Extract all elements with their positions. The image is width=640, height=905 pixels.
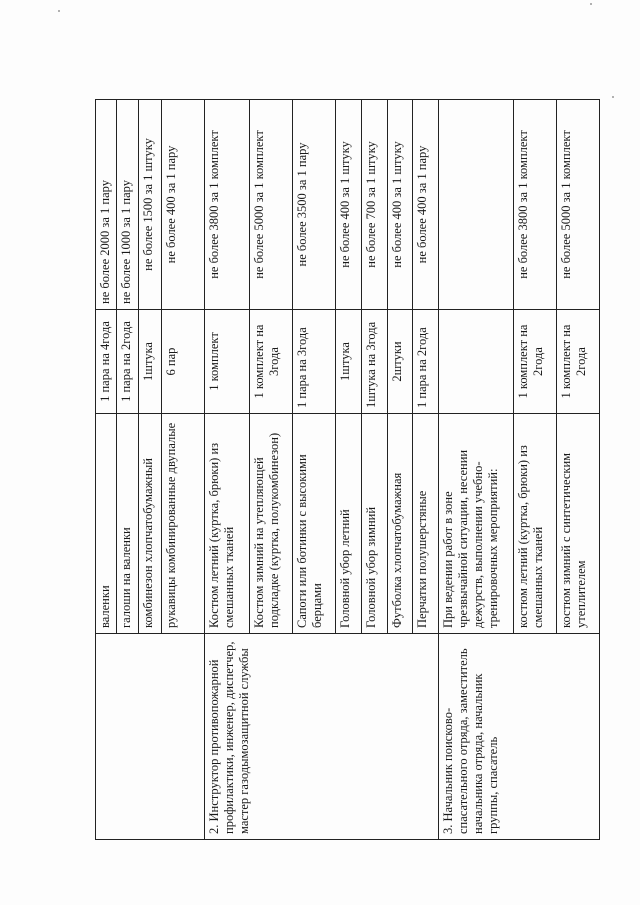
table-cell-qty: 1штука xyxy=(336,310,362,414)
table-cell-qty: 1 пара на 3года xyxy=(293,310,336,414)
table-cell-qty: 1 пара на 4года xyxy=(96,310,117,414)
table-cell-qty: 1штука на 3года xyxy=(361,310,387,414)
table-cell-position: 2. Инструктор противопожарной профилактики, инженер, диспетчер, мастер газодымозащитной службы xyxy=(205,634,439,840)
table-cell-qty: 1штука xyxy=(138,310,162,414)
scan-speck xyxy=(58,10,60,12)
table-cell-price: не более 700 за 1 штуку xyxy=(361,100,387,310)
table-row xyxy=(96,100,117,840)
table-cell-price: не более 5000 за 1 комплект xyxy=(250,100,293,310)
table-cell-qty: 1 пара на 2года xyxy=(117,310,138,414)
table-cell-item: Футболка хлопчатобумажная xyxy=(387,414,413,634)
table-cell-qty: 1 комплект xyxy=(205,310,250,414)
table-cell-price: не более 3800 за 1 комплект xyxy=(205,100,250,310)
table-cell-item: Костюм зимний на утепляющей подкладке (куртка, полукомбинезон) xyxy=(250,414,293,634)
table-cell-price: не более 400 за 1 штуку xyxy=(387,100,413,310)
table-cell-item: Костюм летний (куртка, брюки) из смешанных тканей xyxy=(205,414,250,634)
table-cell-position: 3. Начальник поисково-спасательного отряда, заместитель начальника отряда, начальник группы, спасатель xyxy=(439,634,600,840)
table-cell-qty: 2штуки xyxy=(387,310,413,414)
table-cell-item: Сапоги или ботинки с высокими берцами xyxy=(293,414,336,634)
table-row xyxy=(205,100,250,840)
table-cell-price: не более 1000 за 1 пару xyxy=(117,100,138,310)
table-cell-qty xyxy=(439,310,514,414)
table-cell-item: рукавицы комбинированные двупалые xyxy=(162,414,205,634)
scan-speck xyxy=(590,3,592,5)
table-cell-item: костюм зимний с синтетическим утеплителем xyxy=(557,414,600,634)
table-cell-price xyxy=(439,100,514,310)
table-cell-qty: 1 комплект на 3года xyxy=(250,310,293,414)
table-cell-item: костюм летний (куртка, брюки) из смешанных тканей xyxy=(514,414,557,634)
table-cell-item: галоши на валенки xyxy=(117,414,138,634)
table-cell-price: не более 3800 за 1 комплект xyxy=(514,100,557,310)
table-cell-item: При ведении работ в зоне чрезвычайной ситуации, несении дежурств, выполнении учебно-тренировочных мероприятий: xyxy=(439,414,514,634)
table-cell-qty: 6 пар xyxy=(162,310,205,414)
rotated-table-wrapper xyxy=(95,100,600,840)
scan-speck xyxy=(612,96,614,98)
table-cell-qty: 1 пара на 2года xyxy=(413,310,439,414)
table-cell-price: не более 2000 за 1 пару xyxy=(96,100,117,310)
table-cell-item: Головной убор летний xyxy=(336,414,362,634)
table-cell-price: не более 5000 за 1 комплект xyxy=(557,100,600,310)
table-cell-qty: 1 комплект на 2года xyxy=(514,310,557,414)
table-cell-item: Перчатки полушерстяные xyxy=(413,414,439,634)
table-cell-price: не более 1500 за 1 штуку xyxy=(138,100,162,310)
table-cell-position xyxy=(96,634,205,840)
table-cell-price: не более 400 за 1 пару xyxy=(162,100,205,310)
table-cell-price: не более 400 за 1 штуку xyxy=(336,100,362,310)
table-cell-qty: 1 комплект на 2года xyxy=(557,310,600,414)
table-cell-price: не более 3500 за 1 пару xyxy=(293,100,336,310)
table-cell-item: валенки xyxy=(96,414,117,634)
table-row xyxy=(439,100,514,840)
uniform-norms-table xyxy=(95,99,600,840)
table-cell-item: Головной убор зимний xyxy=(361,414,387,634)
table-cell-price: не более 400 за 1 пару xyxy=(413,100,439,310)
table-cell-item: комбинезон хлопчатобумажный xyxy=(138,414,162,634)
